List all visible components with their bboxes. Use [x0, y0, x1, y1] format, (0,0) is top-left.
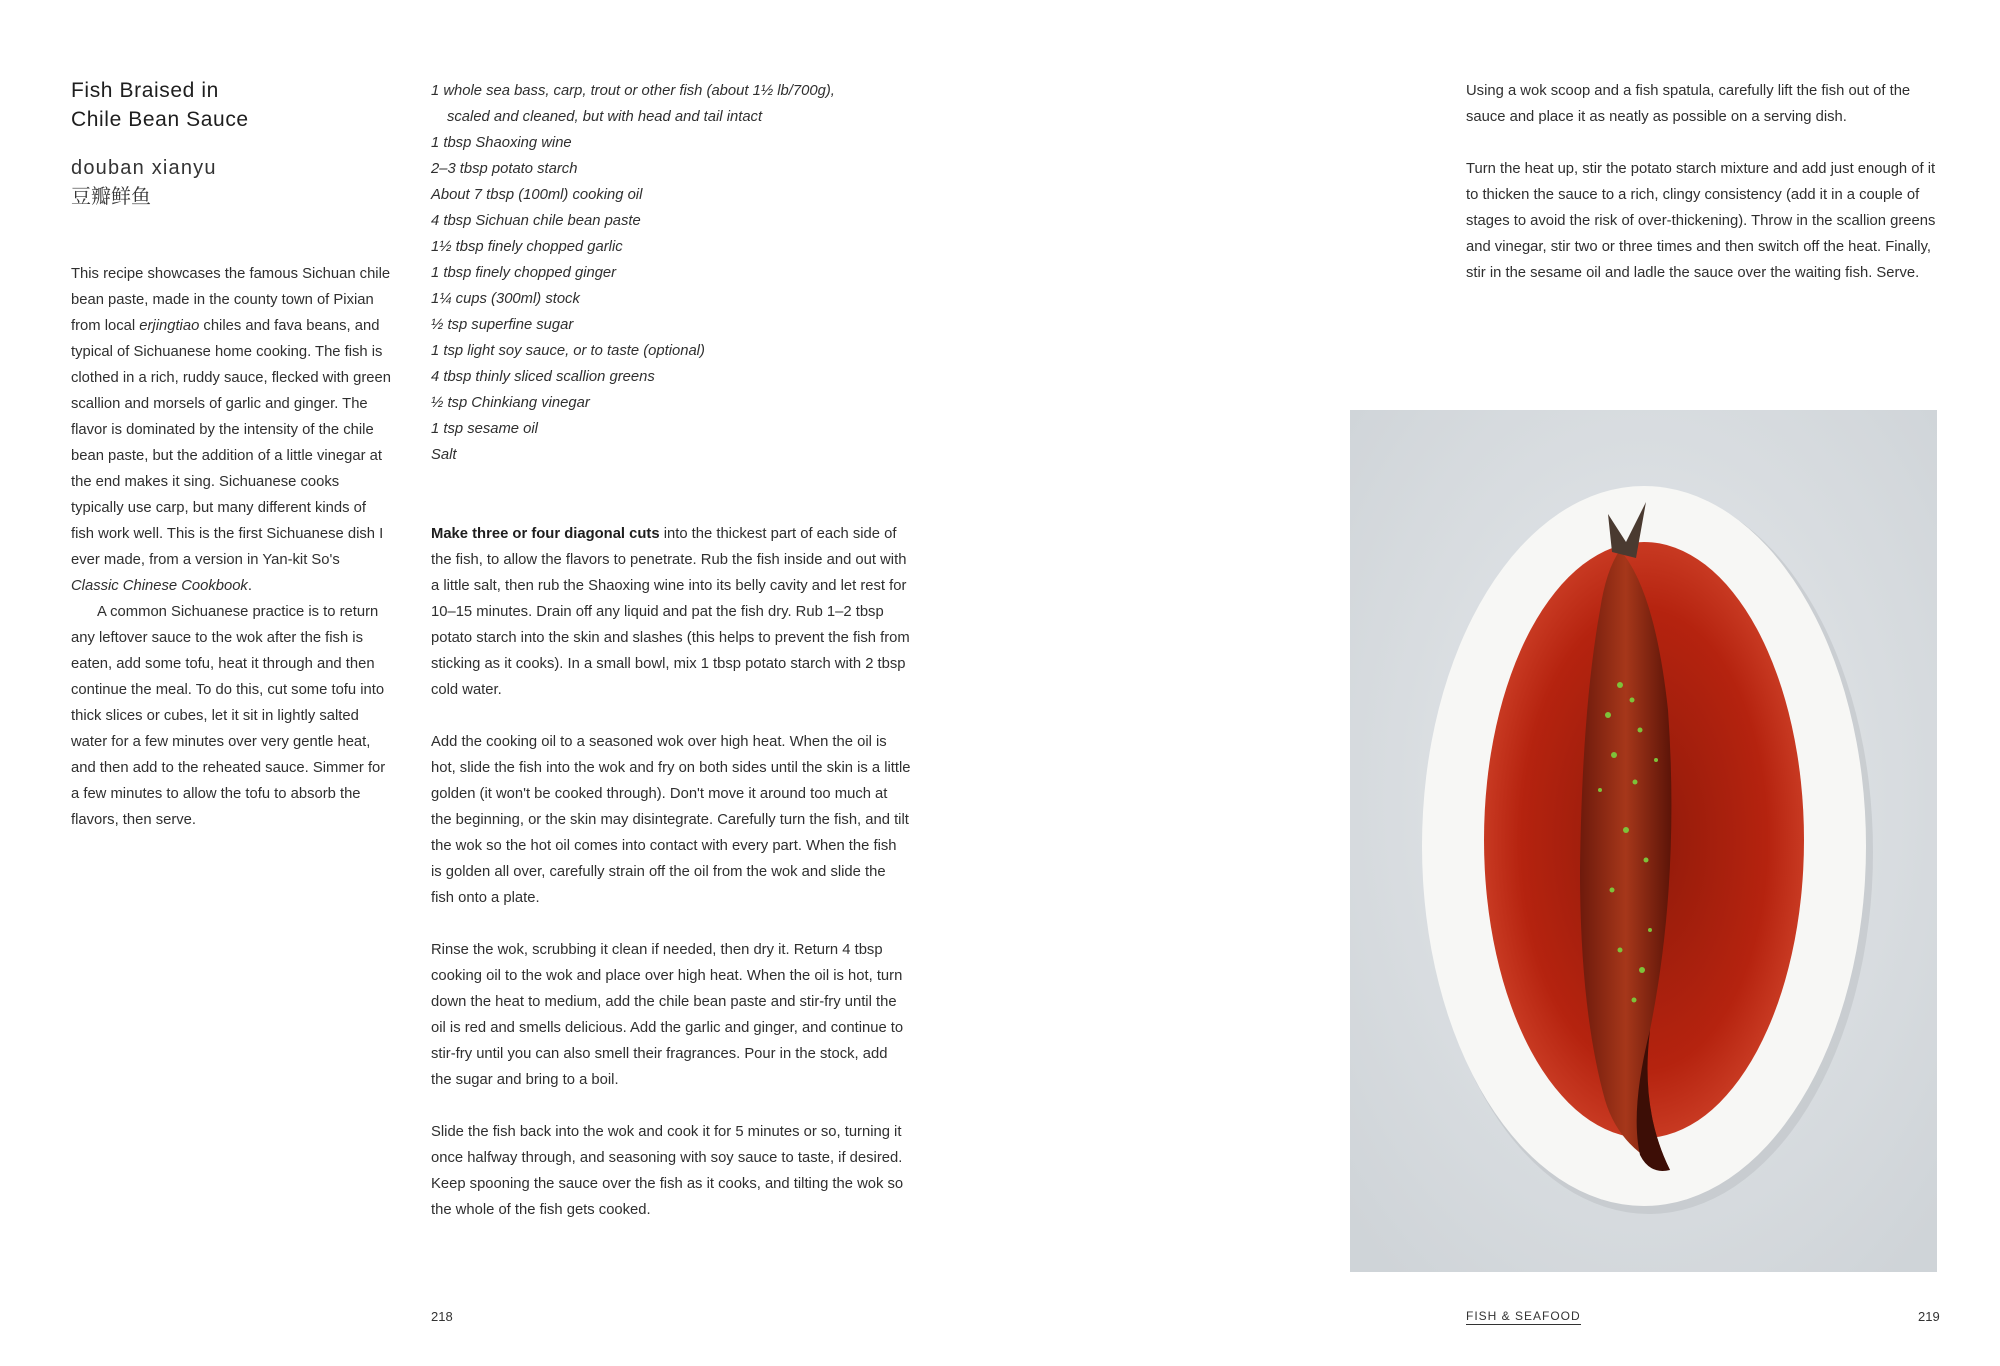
recipe-chinese-name: 豆瓣鲜鱼: [71, 184, 151, 208]
ingredient-item: About 7 tbsp (100ml) cooking oil: [431, 187, 643, 203]
ingredient-item: 1¼ cups (300ml) stock: [431, 291, 580, 307]
intro-text: .: [247, 578, 252, 594]
page-number-right: 219: [1918, 1309, 1940, 1324]
ingredient-item: ½ tsp superfine sugar: [431, 317, 574, 333]
recipe-title-line-1: Fish Braised in: [71, 79, 219, 102]
ingredient-item: 1 whole sea bass, carp, trout or other fish (about 1½ lb/700g),: [431, 83, 835, 99]
ingredient-item: 1 tsp light soy sauce, or to taste (optional): [431, 343, 705, 359]
method-step-6: Turn the heat up, stir the potato starch mixture and add just enough of it to thicken the sauce to a rich, clingy consistency (add it in a couple of stages to avoid the risk of over-thickening). Throw in the scallion greens and vinegar, stir two or three times and then switch off the heat. Finally, stir in the sesame oil and ladle the sauce over the waiting fish. Serve.: [1466, 161, 1936, 281]
method-step-1-lead: Make three or four diagonal cuts: [431, 526, 660, 542]
ingredient-item: Salt: [431, 447, 457, 463]
intro-paragraph-2: A common Sichuanese practice is to return any leftover sauce to the wok after the fish is eaten, add some tofu, heat it through and then continue the meal. To do this, cut some tofu into thick slices or cubes, let it sit in lightly salted water for a few minutes over very gentle heat, and then add to the reheated sauce. Simmer for a few minutes to allow the tofu to absorb the flavors, then serve.: [71, 604, 386, 828]
running-footer-section: FISH & SEAFOOD: [1466, 1309, 1581, 1323]
intro-paragraph-1: [71, 261, 391, 599]
method-step-4: Slide the fish back into the wok and cook it for 5 minutes or so, turning it once halfway through, and seasoning with soy sauce to taste, if desired. Keep spooning the sauce over the fish as it cooks, and tilting the wok so the whole of the fish gets cooked.: [431, 1124, 904, 1218]
ingredient-item: 4 tbsp Sichuan chile bean paste: [431, 213, 641, 229]
method-left: [431, 521, 911, 1249]
method-right: [1466, 78, 1950, 312]
ingredient-item: 4 tbsp thinly sliced scallion greens: [431, 369, 655, 385]
page-number-left: 218: [431, 1309, 453, 1324]
method-step-2: Add the cooking oil to a seasoned wok over high heat. When the oil is hot, slide the fish into the wok and fry on both sides until the skin is a little golden (it won't be cooked through). Don't move it around too much at the beginning, or the skin may disintegrate. Carefully turn the fish, and tilt the wok so the hot oil comes into contact with every part. When the fish is golden all over, carefully strain off the oil from the wok and slide the fish onto a plate.: [431, 734, 911, 906]
ingredient-item: 2–3 tbsp potato starch: [431, 161, 578, 177]
ingredient-item: scaled and cleaned, but with head and tail intact: [447, 109, 763, 125]
intro-book-title: Classic Chinese Cookbook: [71, 578, 248, 594]
ingredient-item: 1 tbsp finely chopped ginger: [431, 265, 617, 281]
ingredient-item: 1½ tbsp finely chopped garlic: [431, 239, 623, 255]
intro-text: This recipe showcases the famous Sichuan chile bean paste, made in the county town of Pixian from local: [71, 266, 391, 334]
dish-photo: [1350, 410, 1937, 1272]
intro-chile-name: erjingtiao: [139, 318, 200, 334]
recipe-title: [71, 76, 371, 134]
recipe-intro: [71, 261, 391, 833]
method-step-3: Rinse the wok, scrubbing it clean if needed, then dry it. Return 4 tbsp cooking oil to the wok and place over high heat. When the oil is hot, turn down the heat to medium, add the chile bean paste and stir-fry until the oil is red and smells delicious. Add the garlic and ginger, and continue to stir-fry until you can also smell their fragrances. Pour in the stock, add the sugar and bring to a boil.: [431, 942, 904, 1088]
method-step-1: [431, 521, 911, 703]
ingredients-list: [431, 78, 891, 468]
intro-text: chiles and fava beans, and typical of Sichuanese home cooking. The fish is clothed in a rich, ruddy sauce, flecked with green scallion and morsels of garlic and ginger. The flavor is dominated by the intensity of the chile bean paste, but the addition of a little vinegar at the end makes it sing. Sichuanese cooks typically use carp, but many different kinds of fish work well. This is the first Sichuanese dish I ever made, from a version in Yan-kit So's: [71, 318, 391, 568]
method-step-5: Using a wok scoop and a fish spatula, carefully lift the fish out of the sauce and place it as neatly as possible on a serving dish.: [1466, 83, 1911, 125]
ingredient-item: ½ tsp Chinkiang vinegar: [431, 395, 590, 411]
dish-illustration: [1350, 410, 1937, 1272]
ingredient-item: 1 tsp sesame oil: [431, 421, 538, 437]
method-step-1-text: into the thickest part of each side of the fish, to allow the flavors to penetrate. Rub the fish inside and out with a little salt, then rub the Shaoxing wine into its belly cavity and let rest for 10–15 minutes. Drain off any liquid and pat the fish dry. Rub 1–2 tbsp potato starch into the skin and slashes (this helps to prevent the fish from sticking as it cooks). In a small bowl, mix 1 tbsp potato starch with 2 tbsp cold water.: [431, 526, 910, 698]
ingredient-item: 1 tbsp Shaoxing wine: [431, 135, 572, 151]
recipe-romanized-name: douban xianyu: [71, 157, 217, 179]
recipe-title-line-2: Chile Bean Sauce: [71, 108, 249, 131]
